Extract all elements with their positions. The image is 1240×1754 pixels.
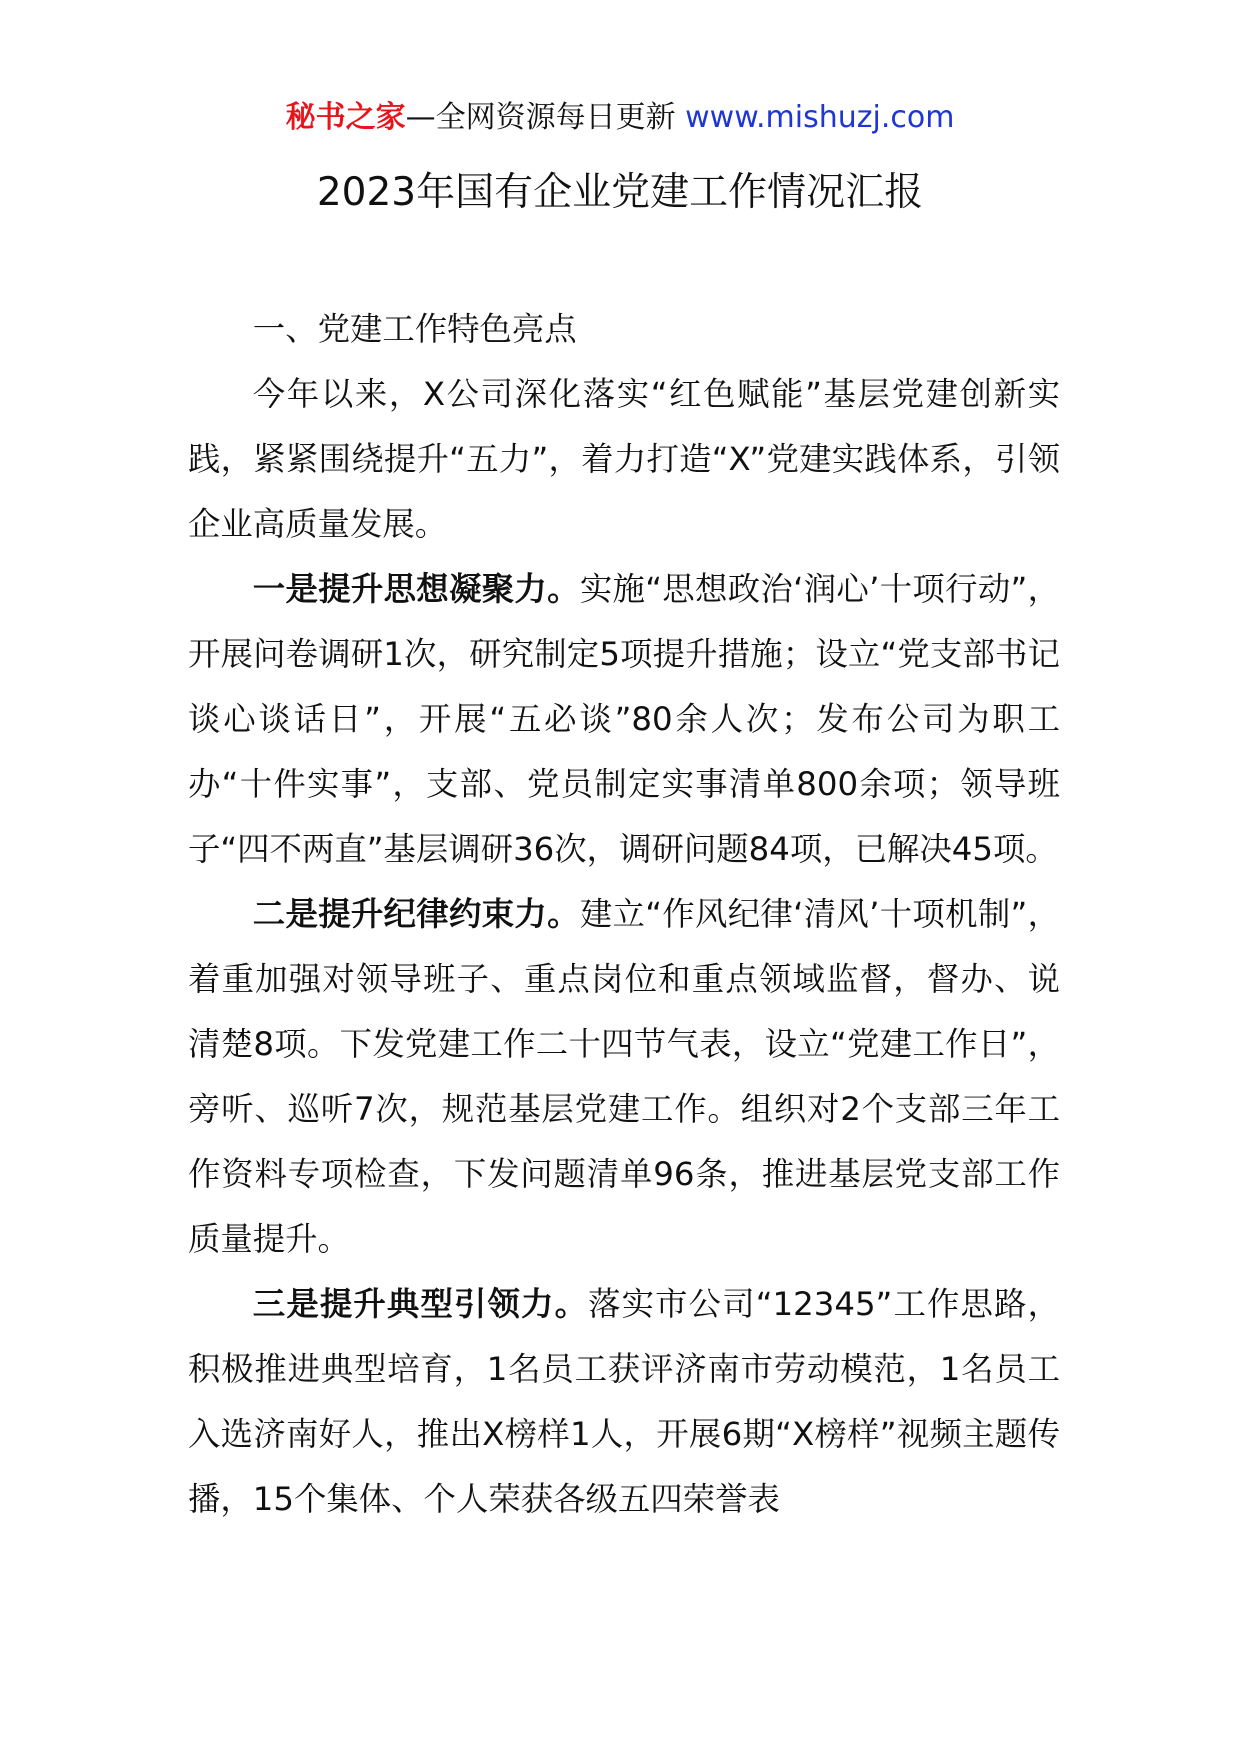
section-heading: 一、党建工作特色亮点 [252, 310, 577, 348]
site-url-link[interactable]: www.mishuzj.com [685, 100, 955, 135]
point-lead: 二是提升纪律约束力。 [252, 895, 580, 933]
point-lead: 三是提升典型引领力。 [252, 1285, 589, 1323]
site-tagline: —全网资源每日更新 [405, 100, 686, 135]
point-paragraph-1 [188, 557, 1060, 882]
point-text: 建立“作风纪律‘清风’十项机制”，着重加强对领导班子、重点岗位和重点领域监督，督办、说清楚8项。下发党建工作二十四节气表，设立“党建工作日”，旁听、巡听7次，规范基层党建工作。组织对2个支部三年工作资料专项检查，下发问题清单96条，推进基层党支部工作质量提升。 [188, 895, 1061, 1258]
document-body [188, 297, 1060, 1532]
point-text: 实施“思想政治‘润心’十项行动”，开展问卷调研1次，研究制定5项提升措施；设立“党支部书记谈心谈话日”，开展“五必谈”80余人次；发布公司为职工办“十件实事”，支部、党员制定实事清单800余项；领导班子“四不两直”基层调研36次，调研问题84项，已解决45项。 [188, 570, 1061, 868]
point-paragraph-3 [188, 1272, 1060, 1532]
site-header [0, 98, 1240, 137]
point-paragraph-2 [188, 882, 1060, 1272]
document-title: 2023年国有企业党建工作情况汇报 [316, 170, 924, 215]
point-text: 落实市公司“12345”工作思路，积极推进典型培育，1名员工获评济南市劳动模范，1名员工入选济南好人，推出X榜样1人，开展6期“X榜样”视频主题传播，15个集体、个人荣获各级五四荣誉表 [188, 1285, 1060, 1518]
intro-paragraph: 今年以来，X公司深化落实“红色赋能”基层党建创新实践，紧紧围绕提升“五力”，着力打造“X”党建实践体系，引领企业高质量发展。 [188, 375, 1060, 543]
point-lead: 一是提升思想凝聚力。 [252, 570, 580, 608]
site-name: 秘书之家 [285, 100, 406, 135]
